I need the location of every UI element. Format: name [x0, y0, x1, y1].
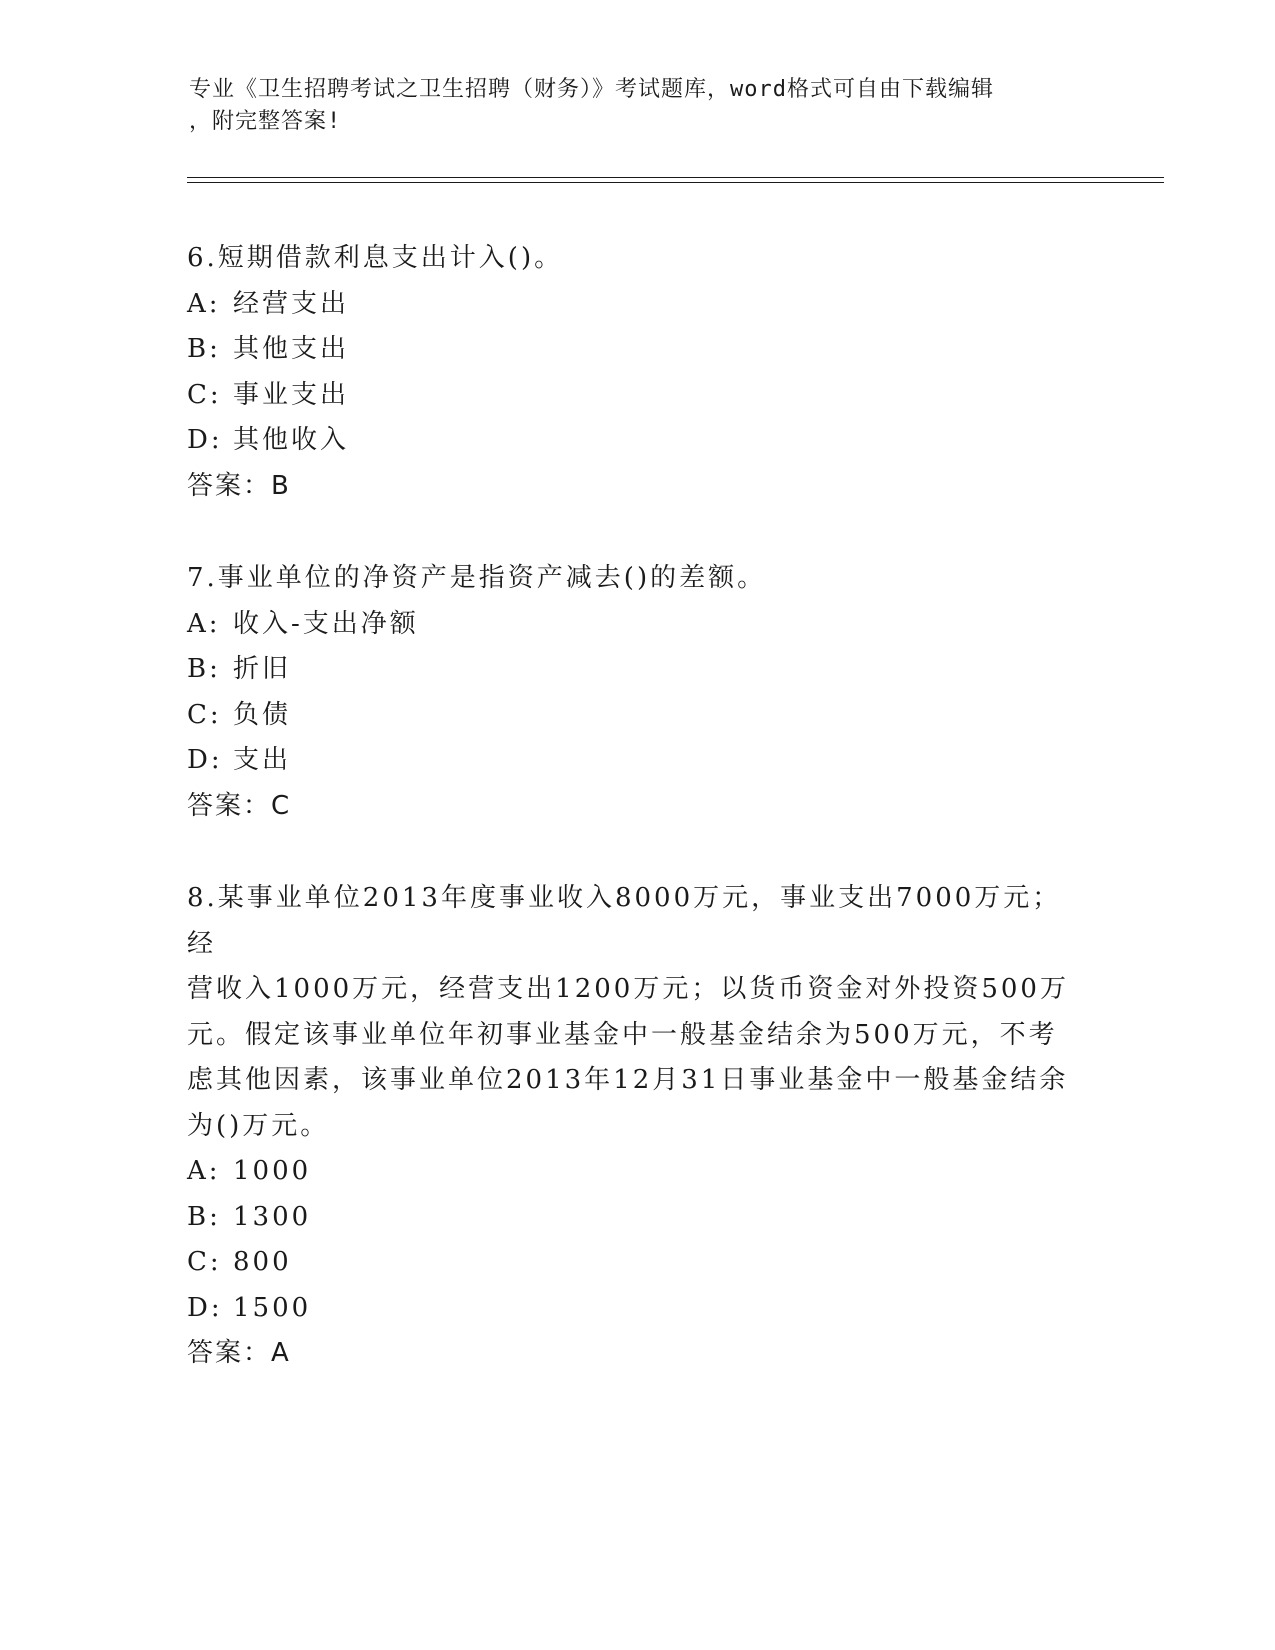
- option-d: [187, 738, 1087, 784]
- option-key: D:: [187, 425, 223, 455]
- question-stem-line: 为()万元。: [187, 1110, 330, 1141]
- option-key: B:: [187, 1201, 221, 1232]
- document-header: [189, 74, 1069, 138]
- option-text: 800: [233, 1247, 292, 1277]
- header-line-1: 专业《卫生招聘考试之卫生招聘（财务）》考试题库，word格式可自由下载编辑: [189, 77, 994, 102]
- option-key: C:: [187, 699, 222, 730]
- option-d: [187, 418, 1087, 464]
- question-stem-line: 虑其他因素，该事业单位2013年12月31日事业基金中一般基金结余: [187, 1065, 1069, 1095]
- header-rule-bottom: [187, 182, 1164, 183]
- option-text: 1300: [233, 1201, 312, 1232]
- option-key: A:: [187, 288, 221, 319]
- option-text: 事业支出: [233, 379, 350, 410]
- option-key: A:: [187, 608, 221, 639]
- answer-line: 答案：B: [187, 470, 291, 501]
- question-stem: 6.短期借款利息支出计入()。: [187, 243, 564, 273]
- option-c: [187, 1240, 1087, 1286]
- option-key: C:: [187, 379, 222, 410]
- answer-line: 答案：C: [187, 790, 292, 821]
- option-key: B:: [187, 654, 221, 684]
- option-c: [187, 693, 1087, 739]
- option-text: 负债: [233, 699, 292, 730]
- option-text: 经营支出: [233, 288, 350, 319]
- option-c: [187, 373, 1087, 419]
- option-a: [187, 602, 1087, 648]
- question-stem-line: 营收入1000万元，经营支出1200万元；以货币资金对外投资500万: [187, 974, 1069, 1004]
- option-b: [187, 647, 1087, 693]
- option-a: [187, 282, 1087, 328]
- question-8: [187, 876, 1087, 1377]
- header-rule-top: [187, 177, 1164, 178]
- question-stem-line: 8.某事业单位2013年度事业收入8000万元，事业支出7000万元；经: [187, 883, 1062, 959]
- option-text: 折旧: [233, 654, 292, 684]
- option-d: [187, 1286, 1087, 1332]
- option-b: [187, 1195, 1087, 1241]
- option-key: D:: [187, 745, 223, 775]
- question-stem: 7.事业单位的净资产是指资产减去()的差额。: [187, 563, 767, 593]
- option-key: C:: [187, 1247, 222, 1277]
- question-stem-line: 元。假定该事业单位年初事业基金中一般基金结余为500万元，不考: [187, 1019, 1058, 1050]
- option-text: 收入-支出净额: [233, 608, 419, 639]
- option-key: B:: [187, 334, 221, 364]
- option-b: [187, 327, 1087, 373]
- question-7: [187, 556, 1087, 829]
- option-key: A:: [187, 1156, 221, 1186]
- option-key: D:: [187, 1292, 223, 1323]
- option-text: 其他支出: [233, 334, 350, 364]
- option-text: 支出: [233, 745, 292, 775]
- question-6: [187, 236, 1087, 509]
- option-text: 其他收入: [233, 425, 350, 455]
- answer-line: 答案：A: [187, 1338, 291, 1368]
- option-a: [187, 1149, 1087, 1195]
- header-line-2: ，附完整答案!: [189, 109, 342, 134]
- option-text: 1500: [233, 1292, 312, 1323]
- option-text: 1000: [233, 1156, 312, 1186]
